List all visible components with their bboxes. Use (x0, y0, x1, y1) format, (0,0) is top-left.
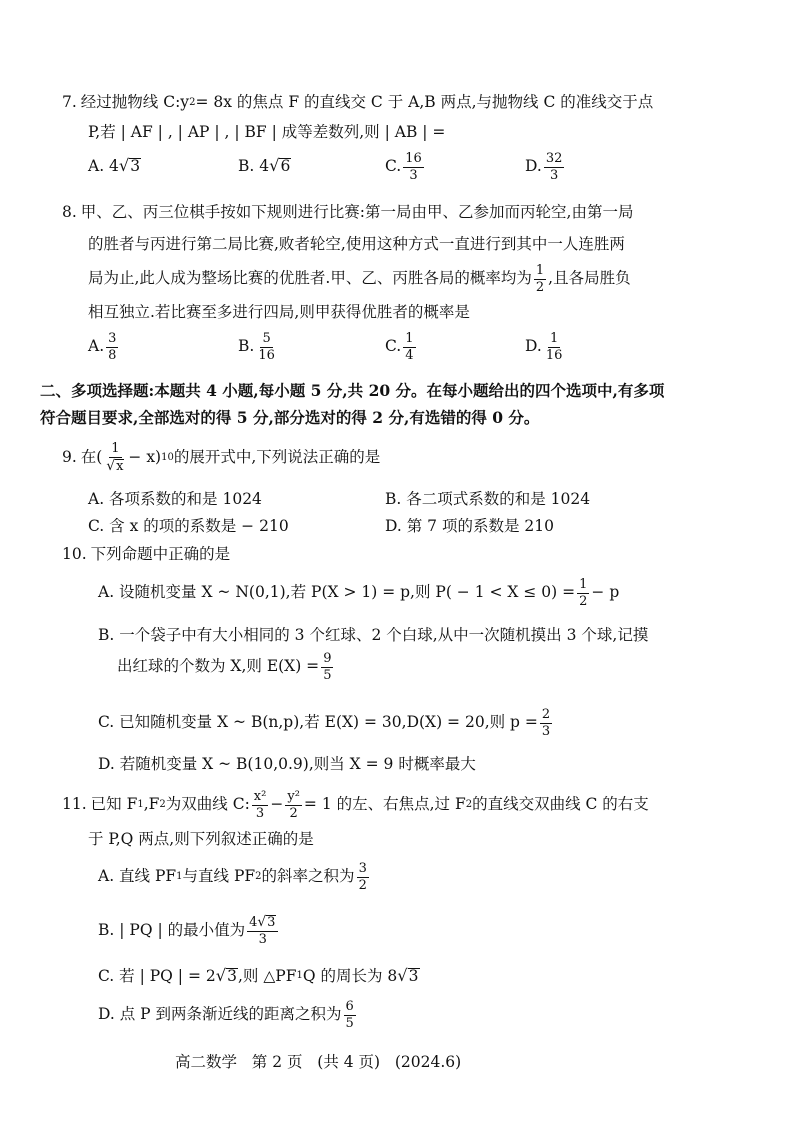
q11-line2: 于 P,Q 两点,则下列叙述正确的是 (88, 830, 314, 848)
q9-option-c: C. 含 x 的项的系数是 − 210 (88, 517, 289, 535)
q9-option-b: B. 各二项式系数的和是 1024 (385, 490, 591, 508)
q8-line2: 的胜者与丙进行第二局比赛,败者轮空,使用这种方式一直进行到其中一人连胜两 (88, 235, 625, 253)
q11-option-b: B. | PQ | 的最小值为 4 √ 3 3 (98, 915, 280, 946)
q7-text-cont: = 8x 的焦点 F 的直线交 C 于 A,B 两点,与抛物线 C 的准线交于点 (195, 93, 654, 111)
q11-option-d: D. 点 P 到两条渐近线的距离之积为 $\frac{6}{5}$ (98, 999, 354, 1031)
q7-option-a: A. 4 √ 3 (88, 156, 141, 175)
q7-number: 7. (62, 93, 77, 111)
q10-option-a: A. 设随机变量 X ~ N(0,1),若 P(X > 1) = p,则 P( − 1 < X ≤ 0) = $\frac{1}{2}$ − p (98, 577, 620, 609)
q7-text: 经过抛物线 C:y (80, 93, 190, 111)
section2-heading-line1: 二、多项选择题:本题共 4 小题,每小题 5 分,共 20 分。在每小题给出的四个选项中,有多项 (40, 381, 665, 400)
q10-option-c: C. 已知随机变量 X ~ B(n,p),若 E(X) = 30,D(X) = 20,则 p = $\frac{2}{3}$ (98, 707, 551, 739)
section2-heading-line2: 符合题目要求,全部选对的得 5 分,部分选对的得 2 分,有选错的得 0 分。 (40, 408, 540, 427)
q8-line4: 相互独立.若比赛至多进行四局,则甲获得优胜者的概率是 (88, 303, 470, 321)
q9-number: 9. (62, 447, 77, 466)
q7-option-c: C. $\frac{16}{3}$ (385, 151, 422, 183)
q11-option-c: C. 若 | PQ | = 2 √ 3 ,则 △PF 1 Q 的周长为 8 √ 3 (98, 966, 419, 985)
q9-option-a: A. 各项系数的和是 1024 (88, 490, 262, 508)
q8-option-d: D. $\frac{1}{16}$ (525, 331, 563, 363)
q10-option-b-line1: B. 一个袋子中有大小相同的 3 个红球、2 个白球,从中一次随机摸出 3 个球,记摸 (98, 626, 649, 644)
q8-option-a: A. $\frac{3}{8}$ (88, 331, 117, 363)
q11-line1: 11. 已知 F 1 ,F 2 为双曲线 C: $\frac{\text{x²}}{3}$ − $\frac{\text{y²}}{2}$ = 1 的左、右焦点,过 F 2 的直线交双曲线 C 的右支 (62, 789, 649, 821)
q10-option-b-line2: 出红球的个数为 X,则 E(X) = $\frac{9}{5}$ (117, 651, 332, 683)
q8-option-c: C. $\frac{1}{4}$ (385, 331, 414, 363)
q11-option-a: A. 直线 PF 1 与直线 PF 2 的斜率之积为 $\frac{3}{2}$ (98, 861, 367, 893)
q9-option-d: D. 第 7 项的系数是 210 (385, 517, 554, 535)
q7-line1: 7. 经过抛物线 C:y 2 = 8x 的焦点 F 的直线交 C 于 A,B 两点,与抛物线 C 的准线交于点 (62, 93, 654, 111)
q8-line3: 局为止,此人成为整场比赛的优胜者.甲、乙、丙胜各局的概率均为 $\frac{1}{2}$ ,且各局胜负 (88, 263, 631, 295)
page-footer: 高二数学 第 2 页 (共 4 页) (2024.6) (175, 1053, 462, 1071)
q10-option-d: D. 若随机变量 X ~ B(10,0.9),则当 X = 9 时概率最大 (98, 755, 476, 773)
q11-number: 11. (62, 795, 87, 814)
q8-option-b: B. $\frac{5}{16}$ (238, 331, 275, 363)
q7-line2: P,若 | AF | , | AP | , | BF | 成等差数列,则 | AB | = (88, 123, 446, 141)
q7-option-d: D. $\frac{32}{3}$ (525, 151, 563, 183)
q8-number: 8. (62, 203, 77, 221)
q8-line1: 8. 甲、乙、丙三位棋手按如下规则进行比赛:第一局由甲、乙参加而丙轮空,由第一局 (62, 203, 634, 221)
q10-stem: 10. 下列命题中正确的是 (62, 545, 231, 563)
q7-option-b: B. 4 √ 6 (238, 156, 291, 175)
q9-stem: 9. 在( 1 √ x − x) 10 的展开式中,下列说法正确的是 (62, 441, 381, 474)
q10-number: 10. (62, 545, 87, 563)
